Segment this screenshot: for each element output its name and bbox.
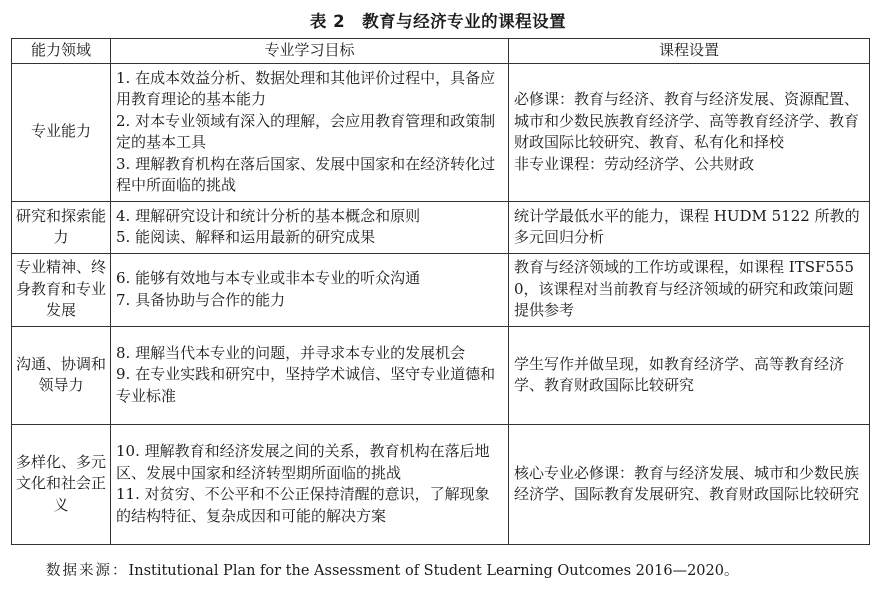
goals-cell — [111, 201, 509, 253]
goals-cell — [111, 253, 509, 326]
table-row — [12, 326, 870, 424]
goal-item: 3. 理解教育机构在落后国家、发展中国家和在经济转化过程中所面临的挑战 — [116, 154, 496, 194]
goal-item: 9. 在专业实践和研究中，坚持学术诚信、坚守专业道德和专业标准 — [116, 365, 496, 405]
course-item: 教育与经济领域的工作坊或课程，如课程 ITSF5550，该课程对当前教育与经济领域的研究和政策问题提供参考 — [514, 258, 855, 320]
goal-item: 4. 理解研究设计和统计分析的基本概念和原则 — [116, 206, 421, 225]
table-row — [12, 63, 870, 201]
course-item: 必修课：教育与经济、教育与经济发展、资源配置、城市和少数民族教育经济学、高等教育经济学、教育财政国际比较研究、教育、私有化和择校 — [514, 90, 860, 151]
courses-cell — [509, 326, 870, 424]
ability-area-cell: 多样化、多元文化和社会正义 — [12, 424, 111, 544]
header-ability-area: 能力领域 — [12, 39, 111, 64]
table-header-row — [12, 39, 870, 64]
goals-cell — [111, 63, 509, 201]
course-item: 核心专业必修课：教育与经济发展、城市和少数民族经济学、国际教育发展研究、教育财政国际比较研究 — [514, 463, 860, 503]
courses-cell — [509, 253, 870, 326]
course-item: 非专业课程：劳动经济学、公共财政 — [514, 154, 755, 173]
course-item: 统计学最低水平的能力，课程 HUDM 5122 所教的多元回归分析 — [514, 206, 860, 246]
data-source-label: 数据来源： — [46, 563, 129, 579]
table-row — [12, 253, 870, 326]
goal-item: 5. 能阅读、解释和运用最新的研究成果 — [116, 228, 376, 246]
data-source-text: Institutional Plan for the Assessment of Student Learning Outcomes 2016—2020。 — [128, 563, 739, 579]
header-learning-goals: 专业学习目标 — [111, 39, 509, 64]
goal-item: 8. 理解当代本专业的问题，并寻求本专业的发展机会 — [116, 343, 466, 362]
table-title: 表 2 教育与经济专业的课程设置 — [309, 12, 567, 31]
table-row — [12, 424, 870, 544]
course-item: 学生写作并做呈现，如教育经济学、高等教育经济学、教育财政国际比较研究 — [514, 354, 845, 394]
courses-cell — [509, 63, 870, 201]
header-courses: 课程设置 — [509, 39, 870, 64]
goals-cell — [111, 326, 509, 424]
curriculum-table — [11, 38, 870, 545]
table-row — [12, 201, 870, 253]
goal-item: 6. 能够有效地与本专业或非本专业的听众沟通 — [116, 269, 421, 287]
courses-cell — [509, 424, 870, 544]
ability-area-cell: 沟通、协调和领导力 — [12, 326, 111, 424]
ability-area-cell: 研究和探索能力 — [12, 201, 111, 253]
ability-area-cell: 专业精神、终身教育和专业发展 — [12, 253, 111, 326]
ability-area-cell: 专业能力 — [12, 63, 111, 201]
goal-item: 2. 对本专业领域有深入的理解，会应用教育管理和政策制定的基本工具 — [116, 111, 496, 151]
goal-item: 11. 对贫穷、不公平和不公正保持清醒的意识，了解现象的结构特征、复杂成因和可能的解决方案 — [116, 485, 490, 525]
goal-item: 1. 在成本效益分析、数据处理和其他评价过程中，具备应用教育理论的基本能力 — [116, 68, 496, 108]
goals-cell — [111, 424, 509, 544]
goal-item: 10. 理解教育和经济发展之间的关系，教育机构在落后地区、发展中国家和经济转型期所面临的挑战 — [116, 442, 490, 482]
goal-item: 7. 具备协助与合作的能力 — [116, 290, 286, 309]
data-source-note — [46, 559, 738, 580]
courses-cell — [509, 201, 870, 253]
